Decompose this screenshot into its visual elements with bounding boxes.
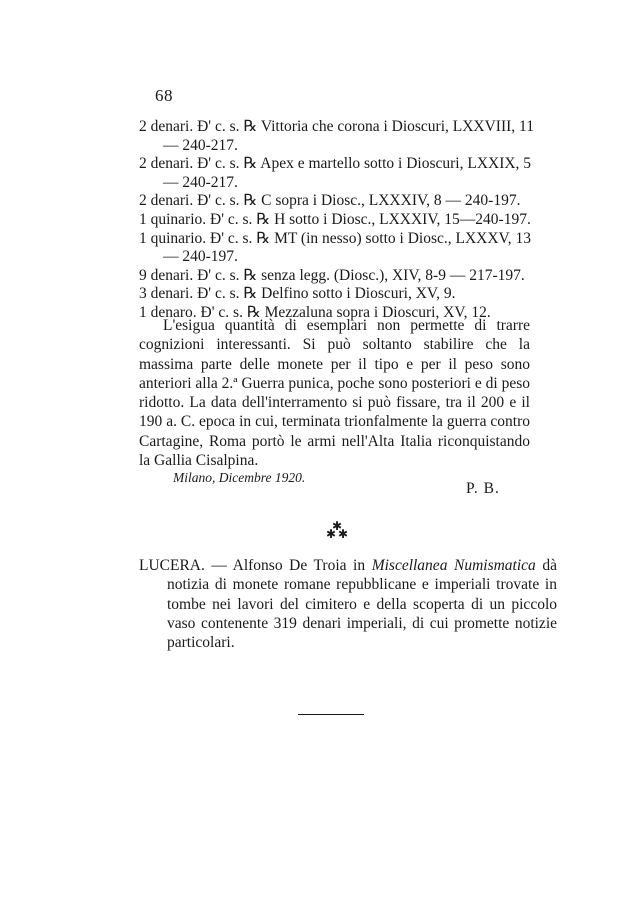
coin-entry: 1 quinario. Đ' c. s. ℞ MT (in nesso) sotto i Diosc., LXXXV, 13 — 240-197.	[139, 229, 531, 266]
place-date: Milano, Dicembre 1920.	[173, 470, 306, 485]
asterism-divider: ✱ ✱ ✱	[326, 519, 349, 541]
note-body: dà notizia di monete romane repubblicane e imperiali trovate in tombe nei lavori del cimitero e della scoperta di un piccolo vaso contenente 319 denari imperiali, di cui promette notizie particolari.	[167, 557, 557, 652]
coin-entry: 2 denari. Đ' c. s. ℞ Apex e martello sotto i Dioscuri, LXXIX, 5 — 240-217.	[139, 155, 532, 191]
coin-entry: 1 denaro. Đ' c. s. ℞ Mezzaluna sopra i Dioscuri, XV, 12.	[139, 303, 491, 321]
end-rule	[298, 714, 364, 715]
note-publication-title: Miscellanea Numismatica	[371, 557, 536, 574]
page-number: 68	[155, 86, 173, 105]
coin-entry: 9 denari. Đ' c. s. ℞ senza legg. (Diosc.), XIV, 8-9 — 217-197.	[139, 266, 525, 284]
coin-list	[139, 118, 539, 323]
note-lead: LUCERA. — Alfonso De Troia in	[139, 557, 372, 574]
coin-entry: 1 quinario. Đ' c. s. ℞ H sotto i Diosc., LXXXIV, 15—240-197.	[139, 210, 531, 228]
coin-entry: 2 denari. Đ' c. s. ℞ C sopra i Diosc., LXXXIV, 8 — 240-197.	[139, 192, 521, 210]
coin-entry: 2 denari. Đ' c. s. ℞ Vittoria che corona i Dioscuri, LXXVIII, 11 — 240-217.	[139, 118, 534, 154]
signature-initials: P. B.	[466, 480, 500, 497]
commentary-paragraph: L'esigua quantità di esemplari non permette di trarre cognizioni interessanti. Si può soltanto stabilire che la massima parte delle monete per il tipo e per il peso sono anteriori alla 2.ª Guerra punica, poche sono posteriori e di peso ridotto. La data dell'interramento si può fissare, tra il 200 e il 190 a. C. epoca in cui, terminata trionfalmente la guerra contro Cartagine, Roma portò le armi nell'Alta Italia riconquistando la Gallia Cisalpina.	[139, 317, 530, 470]
lucera-note	[139, 556, 557, 652]
coin-entry: 3 denari. Đ' c. s. ℞ Delfino sotto i Dioscuri, XV, 9.	[139, 285, 456, 303]
